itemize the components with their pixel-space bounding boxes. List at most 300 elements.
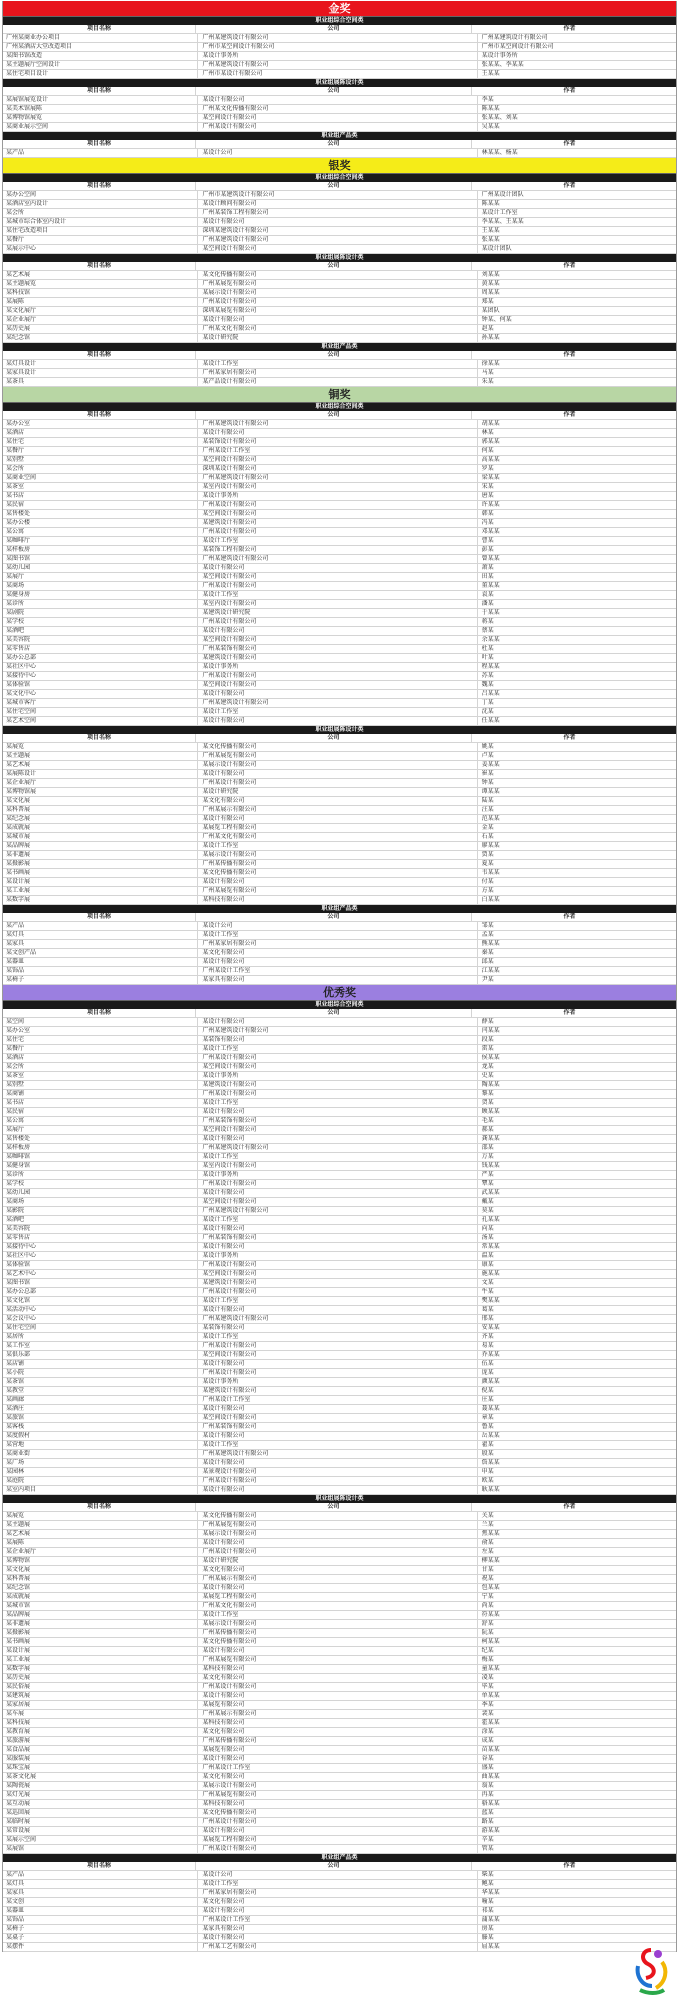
cell-project: 某健身房 <box>3 591 198 599</box>
cell-company: 某空间设计有限公司 <box>198 573 477 581</box>
cell-project: 某艺术中心 <box>3 1270 198 1278</box>
cell-company: 广州某展示有限公司 <box>198 1575 477 1583</box>
cell-project: 某办公总部 <box>3 1288 198 1296</box>
cell-author: 邱某 <box>481 958 494 965</box>
cell-company: 某科技有限公司 <box>198 1665 477 1673</box>
table-row <box>3 1063 676 1072</box>
cell-company: 某设计事务所 <box>198 52 477 60</box>
logo-icon <box>632 1946 670 1996</box>
cell-company: 深圳某建筑设计有限公司 <box>198 227 477 235</box>
cell-project: 某餐厅 <box>3 236 198 244</box>
cell-author: 胡某某 <box>481 420 500 427</box>
cell-author: 某设计事务所 <box>481 52 518 59</box>
column-header-author: 作者 <box>563 25 576 32</box>
cell-company: 某文化有限公司 <box>198 1898 477 1906</box>
table-row <box>3 1306 676 1315</box>
cell-project: 某企业展厅 <box>3 1548 198 1556</box>
cell-project: 某常设展 <box>3 1827 198 1835</box>
table-row <box>3 483 676 492</box>
table-row <box>3 699 676 708</box>
table-row <box>3 1378 676 1387</box>
cell-company: 某设计有限公司 <box>198 1306 477 1314</box>
cell-project: 某家具 <box>3 940 198 948</box>
cell-author: 郑某 <box>481 298 494 305</box>
table-row <box>3 815 676 824</box>
cell-author: 梁某某 <box>481 474 500 481</box>
cell-company: 某设计公司 <box>198 922 477 930</box>
cell-author: 苏某 <box>481 672 494 679</box>
cell-author: 游某某 <box>481 1827 500 1834</box>
cell-company: 某展示设计有限公司 <box>198 851 477 859</box>
table-row <box>3 1593 676 1602</box>
column-header-project: 项目名称 <box>3 913 196 921</box>
cell-company: 广州某设计工作室 <box>198 1764 477 1772</box>
category-title: 职业组综合空间类 <box>3 17 676 25</box>
cell-company: 某设计有限公司 <box>198 1584 477 1592</box>
cell-author: 文某 <box>481 1279 494 1286</box>
cell-project: 某展厅 <box>3 573 198 581</box>
cell-author: 兰某 <box>481 1521 494 1528</box>
cell-project: 某茶室 <box>3 1072 198 1080</box>
category-title: 职业组展陈设计类 <box>3 1495 676 1503</box>
cell-project: 某产品 <box>3 149 198 157</box>
table-row <box>3 1764 676 1773</box>
cell-project: 某主题展 <box>3 752 198 760</box>
cell-company: 某设计研究院 <box>198 788 477 796</box>
cell-author: 葛某 <box>481 1306 494 1313</box>
cell-author: 常某某 <box>481 1243 500 1250</box>
cell-project: 某器皿 <box>3 958 198 966</box>
cell-author: 曾某某 <box>481 555 500 562</box>
cell-company: 广州某传播有限公司 <box>198 1629 477 1637</box>
cell-project: 某文化展厅 <box>3 307 198 315</box>
table-row <box>3 1584 676 1593</box>
cell-author: 樊某某 <box>481 1297 500 1304</box>
cell-project: 某剧院 <box>3 609 198 617</box>
cell-company: 某装饰有限公司 <box>198 1036 477 1044</box>
table-row <box>3 1548 676 1557</box>
column-header-company: 公司 <box>196 411 472 419</box>
cell-project: 某公寓 <box>3 1117 198 1125</box>
cell-project: 某茶室 <box>3 483 198 491</box>
category-title: 职业组展陈设计类 <box>3 254 676 262</box>
cell-project: 某商场 <box>3 582 198 590</box>
cell-project: 某艺术展 <box>3 271 198 279</box>
table-row <box>3 1216 676 1225</box>
cell-company: 深圳某设计有限公司 <box>198 465 477 473</box>
award-title: 优秀奖 <box>3 985 676 1001</box>
cell-project: 某会所 <box>3 1063 198 1071</box>
cell-author: 牛某 <box>481 1288 494 1295</box>
cell-project: 某展陈 <box>3 298 198 306</box>
table-header <box>3 1503 676 1512</box>
cell-project: 某数字展 <box>3 1665 198 1673</box>
cell-company: 某文化传播有限公司 <box>198 1638 477 1646</box>
table-row <box>3 1225 676 1234</box>
cell-project: 某书店 <box>3 1099 198 1107</box>
cell-project: 某接待中心 <box>3 672 198 680</box>
cell-company: 广州某设计有限公司 <box>198 618 477 626</box>
table-row <box>3 1126 676 1135</box>
table-row <box>3 1889 676 1898</box>
cell-company: 某设计工作室 <box>198 1333 477 1341</box>
cell-author: 万某 <box>481 1153 494 1160</box>
table-row <box>3 1027 676 1036</box>
table-row <box>3 869 676 878</box>
cell-company: 某设计有限公司 <box>198 690 477 698</box>
cell-company: 某设计有限公司 <box>198 878 477 886</box>
cell-author: 王某某 <box>481 70 500 77</box>
table-row <box>3 1818 676 1827</box>
cell-author: 雷某 <box>481 1045 494 1052</box>
table-row <box>3 797 676 806</box>
cell-project: 某成就展 <box>3 1593 198 1601</box>
table-row <box>3 1665 676 1674</box>
cell-company: 某展示设计有限公司 <box>198 289 477 297</box>
cell-project: 某家具设计 <box>3 369 198 377</box>
cell-project: 某广场 <box>3 1459 198 1467</box>
table-row <box>3 209 676 218</box>
table-header <box>3 182 676 191</box>
table-row <box>3 1450 676 1459</box>
cell-project: 某珠宝展 <box>3 1764 198 1772</box>
cell-company: 广州某家居有限公司 <box>198 369 477 377</box>
cell-project: 某椅子 <box>3 1925 198 1933</box>
cell-author: 贺某 <box>481 1099 494 1106</box>
cell-author: 朱某 <box>481 378 494 385</box>
cell-author: 吕某某 <box>481 690 500 697</box>
cell-project: 某数字展 <box>3 896 198 904</box>
cell-company: 某设计有限公司 <box>198 1018 477 1026</box>
cell-company: 广州某装饰有限公司 <box>198 645 477 653</box>
cell-project: 某灯具设计 <box>3 360 198 368</box>
cell-company: 某设计有限公司 <box>198 1647 477 1655</box>
table-row <box>3 1414 676 1423</box>
cell-author: 龚某某 <box>481 1135 500 1142</box>
cell-project: 某艺术展 <box>3 1530 198 1538</box>
table-row <box>3 501 676 510</box>
table-row <box>3 307 676 316</box>
cell-company: 某空间设计有限公司 <box>198 245 477 253</box>
cell-project: 某文化中心 <box>3 690 198 698</box>
cell-project: 某庭院 <box>3 1477 198 1485</box>
cell-author: 闫某某 <box>481 1027 500 1034</box>
cell-author: 房某 <box>481 1925 494 1932</box>
cell-company: 广州某展示有限公司 <box>198 1710 477 1718</box>
cell-author: 左某 <box>481 1548 494 1555</box>
table-row <box>3 663 676 672</box>
cell-company: 某空间设计有限公司 <box>198 1270 477 1278</box>
cell-author: 田某 <box>481 573 494 580</box>
table-row <box>3 1566 676 1575</box>
cell-company: 广州某设计有限公司 <box>198 1845 477 1853</box>
column-header-author: 作者 <box>563 913 576 920</box>
cell-company: 某科技有限公司 <box>198 1719 477 1727</box>
cell-author: 唐某 <box>481 492 494 499</box>
table-row <box>3 824 676 833</box>
cell-company: 广州市某设计有限公司 <box>198 70 477 78</box>
cell-company: 某设计有限公司 <box>198 564 477 572</box>
category-title: 职业组产品类 <box>3 905 676 913</box>
cell-project: 某度假村 <box>3 1432 198 1440</box>
cell-company: 广州某传播有限公司 <box>198 860 477 868</box>
cell-author: 童某某 <box>481 1665 500 1672</box>
cell-company: 某展览工程有限公司 <box>198 1836 477 1844</box>
cell-author: 滕某 <box>481 1934 494 1941</box>
cell-author: 冯某 <box>481 519 494 526</box>
table-row <box>3 1423 676 1432</box>
cell-author: 邓某某 <box>481 528 500 535</box>
cell-company: 某设计有限公司 <box>198 1459 477 1467</box>
table-row <box>3 1773 676 1782</box>
cell-project: 某酒庄 <box>3 1405 198 1413</box>
cell-project: 某旅游展 <box>3 1737 198 1745</box>
cell-author: 付某 <box>481 878 494 885</box>
cell-project: 某幼儿园 <box>3 564 198 572</box>
cell-author: 成某 <box>481 1737 494 1744</box>
table-row <box>3 564 676 573</box>
cell-author: 殷某 <box>481 1450 494 1457</box>
cell-company: 广州某建筑设计有限公司 <box>198 699 477 707</box>
cell-company: 广州某建筑设计有限公司 <box>198 1315 477 1323</box>
column-header-company: 公司 <box>196 182 472 190</box>
cell-author: 庞某 <box>481 1369 494 1376</box>
cell-author: 李某 <box>481 96 494 103</box>
cell-project: 某文创产品 <box>3 949 198 957</box>
table-row <box>3 1683 676 1692</box>
cell-author: 詹某某 <box>481 1459 500 1466</box>
table-row <box>3 1162 676 1171</box>
cell-author: 林某某、杨某 <box>481 149 518 156</box>
cell-project: 某互动展 <box>3 1800 198 1808</box>
cell-project: 某酒吧 <box>3 1216 198 1224</box>
table-row <box>3 1710 676 1719</box>
column-header-author: 作者 <box>563 351 576 358</box>
table-row <box>3 743 676 752</box>
cell-company: 某文化传播有限公司 <box>198 1512 477 1520</box>
cell-project: 某办公总部 <box>3 654 198 662</box>
cell-company: 广州某展览有限公司 <box>198 1656 477 1664</box>
table-row <box>3 1943 676 1952</box>
column-header-project: 项目名称 <box>3 1503 196 1511</box>
table-row <box>3 1755 676 1764</box>
cell-company: 某设计工作室 <box>198 591 477 599</box>
cell-author: 邢某 <box>481 1315 494 1322</box>
cell-author: 广州某建筑设计有限公司 <box>481 34 548 41</box>
table-row <box>3 191 676 200</box>
cell-author: 郝某 <box>481 1126 494 1133</box>
cell-author: 鲍某 <box>481 1880 494 1887</box>
cell-author: 姚某 <box>481 743 494 750</box>
cell-project: 某会所 <box>3 209 198 217</box>
cell-company: 广州某文化传播有限公司 <box>198 105 477 113</box>
table-row <box>3 591 676 600</box>
table-row <box>3 1477 676 1486</box>
table-row <box>3 70 676 79</box>
cell-company: 某室内设计有限公司 <box>198 483 477 491</box>
cell-author: 宁某 <box>481 1593 494 1600</box>
cell-author: 方某 <box>481 887 494 894</box>
cell-project: 某企业展厅 <box>3 316 198 324</box>
cell-author: 蔡某 <box>481 627 494 634</box>
table-row <box>3 1297 676 1306</box>
cell-company: 某建筑设计有限公司 <box>198 1387 477 1395</box>
cell-project: 某历史展 <box>3 1674 198 1682</box>
cell-company: 广州某建筑设计有限公司 <box>198 420 477 428</box>
cell-company: 广州市某建筑设计有限公司 <box>198 191 477 199</box>
cell-company: 某设计事务所 <box>198 663 477 671</box>
cell-company: 某设计工作室 <box>198 360 477 368</box>
cell-company: 某科技有限公司 <box>198 1800 477 1808</box>
cell-company: 某建筑设计有限公司 <box>198 654 477 662</box>
table-row <box>3 1611 676 1620</box>
table-row <box>3 1198 676 1207</box>
table-row <box>3 752 676 761</box>
cell-author: 魏某 <box>481 681 494 688</box>
cell-company: 某设计工作室 <box>198 537 477 545</box>
table-row <box>3 492 676 501</box>
table-row <box>3 860 676 869</box>
table-row <box>3 672 676 681</box>
cell-project: 某科技展 <box>3 1719 198 1727</box>
cell-company: 某空间设计有限公司 <box>198 1063 477 1071</box>
cell-project: 某酒店 <box>3 429 198 437</box>
cell-project: 某陶瓷展 <box>3 1782 198 1790</box>
cell-author: 韩某 <box>481 510 494 517</box>
cell-project: 某俱乐部 <box>3 1351 198 1359</box>
cell-author: 钟某、何某 <box>481 316 512 323</box>
table-header <box>3 87 676 96</box>
cell-company: 某设计有限公司 <box>198 429 477 437</box>
cell-company: 广州某设计有限公司 <box>198 1180 477 1188</box>
cell-company: 某设计工作室 <box>198 1880 477 1888</box>
cell-author: 倪某 <box>481 1387 494 1394</box>
cell-company: 某设计有限公司 <box>198 1135 477 1143</box>
cell-author: 金某 <box>481 824 494 831</box>
column-header-project: 项目名称 <box>3 1009 196 1017</box>
cell-project: 某食品展 <box>3 1746 198 1754</box>
cell-author: 熊某某 <box>481 940 500 947</box>
cell-author: 辛某 <box>481 1836 494 1843</box>
cell-company: 广州某建筑设计有限公司 <box>198 1450 477 1458</box>
cell-company: 某设计有限公司 <box>198 1827 477 1835</box>
table-row <box>3 34 676 43</box>
cell-project: 某灯光展 <box>3 1791 198 1799</box>
column-header-company: 公司 <box>196 1862 472 1870</box>
table-row <box>3 245 676 254</box>
table-row <box>3 958 676 967</box>
column-header-author: 作者 <box>563 1009 576 1016</box>
cell-author: 广州某设计团队 <box>481 191 524 198</box>
table-row <box>3 1809 676 1818</box>
cell-author: 某设计团队 <box>481 245 512 252</box>
cell-company: 广州某装饰工程有限公司 <box>198 209 477 217</box>
cell-project: 某图书馆 <box>3 555 198 563</box>
cell-company: 广州某家居有限公司 <box>198 940 477 948</box>
cell-company: 广州某传播有限公司 <box>198 1737 477 1745</box>
cell-company: 广州某设计有限公司 <box>198 501 477 509</box>
cell-project: 某科普展 <box>3 1575 198 1583</box>
cell-company: 某展示设计有限公司 <box>198 1782 477 1790</box>
table-row <box>3 200 676 209</box>
column-header-company: 公司 <box>196 351 472 359</box>
cell-author: 汪某 <box>481 806 494 813</box>
table-row <box>3 1360 676 1369</box>
table-row <box>3 573 676 582</box>
cell-company: 广州某设计有限公司 <box>198 298 477 306</box>
table-row <box>3 218 676 227</box>
cell-author: 颜某某 <box>481 1378 500 1385</box>
cell-author: 廖某某 <box>481 842 500 849</box>
cell-author: 包某某 <box>481 1584 500 1591</box>
table-row <box>3 369 676 378</box>
table-row <box>3 438 676 447</box>
cell-author: 秦某 <box>481 949 494 956</box>
cell-author: 赵某 <box>481 325 494 332</box>
table-header <box>3 351 676 360</box>
cell-author: 余某某 <box>481 636 500 643</box>
table-row <box>3 528 676 537</box>
cell-author: 毛某 <box>481 1117 494 1124</box>
table-row <box>3 788 676 797</box>
cell-project: 某文化馆 <box>3 1297 198 1305</box>
column-header-company: 公司 <box>196 1009 472 1017</box>
table-row <box>3 1575 676 1584</box>
cell-project: 某展览 <box>3 743 198 751</box>
cell-company: 某文化传播有限公司 <box>198 271 477 279</box>
table-row <box>3 1081 676 1090</box>
table-row <box>3 1054 676 1063</box>
column-header-project: 项目名称 <box>3 351 196 359</box>
cell-company: 某设计工作室 <box>198 842 477 850</box>
cell-project: 某工业展 <box>3 887 198 895</box>
cell-company: 某设计研究院 <box>198 334 477 342</box>
cell-company: 广州某设计有限公司 <box>198 1369 477 1377</box>
cell-project: 某办公楼 <box>3 519 198 527</box>
cell-author: 韦某某 <box>481 869 500 876</box>
cell-author: 纪某 <box>481 1647 494 1654</box>
category-title: 职业组综合空间类 <box>3 174 676 182</box>
cell-company: 某空间设计有限公司 <box>198 1198 477 1206</box>
cell-project: 某住宅项目设计 <box>3 70 198 78</box>
cell-project: 某社区中心 <box>3 663 198 671</box>
award-title: 铜奖 <box>3 387 676 403</box>
cell-project: 某主题展览 <box>3 280 198 288</box>
table-row <box>3 43 676 52</box>
cell-project: 某商业空间 <box>3 474 198 482</box>
cell-project: 某民俗展 <box>3 1683 198 1691</box>
cell-project: 某美容院 <box>3 636 198 644</box>
cell-company: 某装饰有限公司 <box>198 1324 477 1332</box>
cell-company: 某文化传播有限公司 <box>198 743 477 751</box>
table-row <box>3 1207 676 1216</box>
cell-author: 范某某 <box>481 815 500 822</box>
table-row <box>3 940 676 949</box>
cell-author: 董某某 <box>481 582 500 589</box>
cell-author: 关某 <box>481 1512 494 1519</box>
table-row <box>3 1351 676 1360</box>
cell-project: 某艺术展 <box>3 761 198 769</box>
cell-project: 某博物馆展 <box>3 788 198 796</box>
cell-company: 广州某设计有限公司 <box>198 123 477 131</box>
cell-project: 某零售店 <box>3 645 198 653</box>
cell-project: 某摄影展 <box>3 1629 198 1637</box>
cell-project: 某书画展 <box>3 869 198 877</box>
cell-company: 某景观设计有限公司 <box>198 1468 477 1476</box>
cell-author: 杜某 <box>481 645 494 652</box>
cell-author: 何某 <box>481 447 494 454</box>
cell-company: 广州某展览有限公司 <box>198 1791 477 1799</box>
